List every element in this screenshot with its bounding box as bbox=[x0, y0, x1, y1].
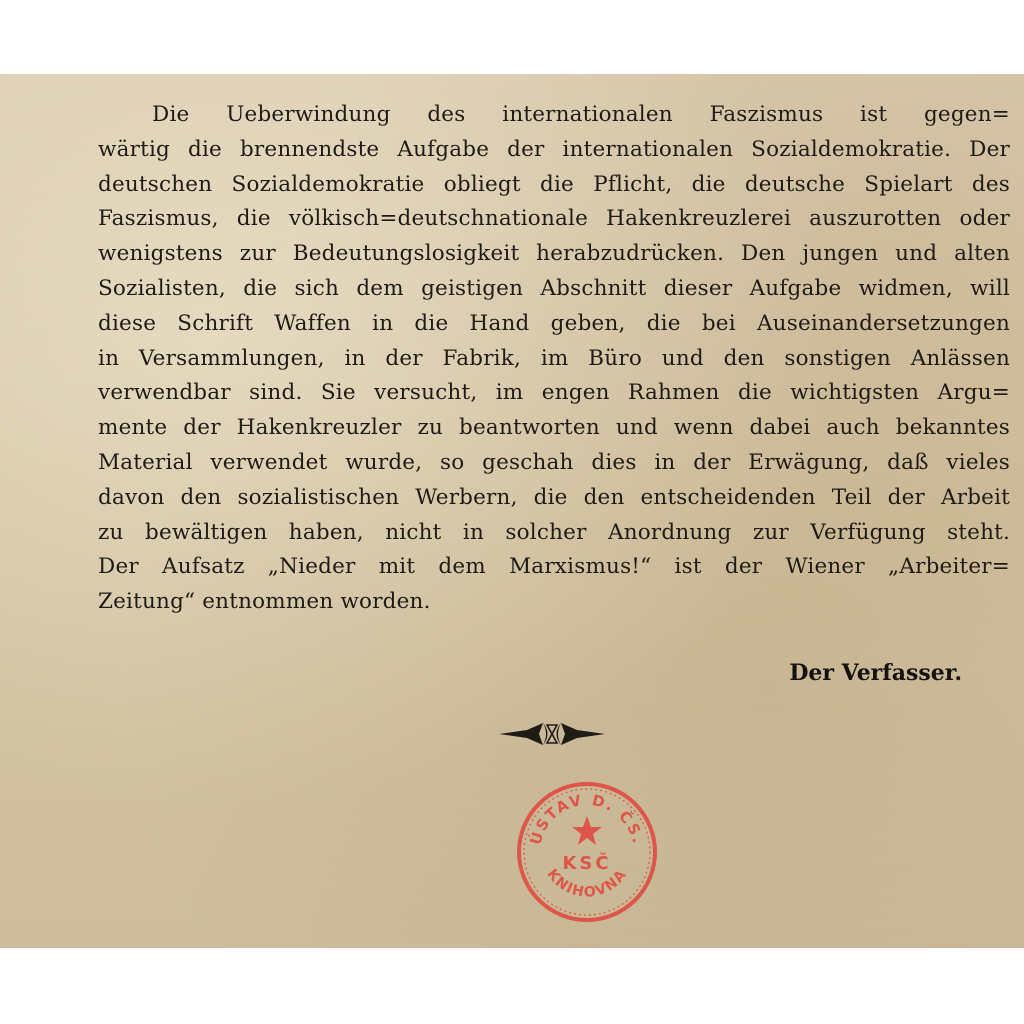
text-line: Die Ueberwindung des internationalen Faszismus ist gegen= bbox=[152, 102, 1010, 127]
text-line: zu bewältigen haben, nicht in solcher Anordnung zur Verfügung steht. bbox=[98, 519, 1010, 545]
scanned-page bbox=[0, 74, 1024, 948]
decorative-fleuron-icon bbox=[497, 719, 607, 749]
text-line: Der Aufsatz „Nieder mit dem Marxismus!“ ist der Wiener „Arbeiter= bbox=[98, 554, 1010, 580]
text-line: in Versammlungen, in der Fabrik, im Büro und den sonstigen Anlässen bbox=[98, 345, 1010, 371]
signature: Der Verfasser. bbox=[789, 660, 962, 686]
text-line: Faszismus, die völkisch=deutschnationale Hakenkreuzlerei auszurotten oder bbox=[98, 206, 1010, 232]
text-line: deutschen Sozialdemokratie obliegt die Pflicht, die deutsche Spielart des bbox=[98, 171, 1010, 197]
text-line: Sozialisten, die sich dem geistigen Abschnitt dieser Aufgabe widmen, will bbox=[98, 275, 1010, 301]
text-line: Material verwendet wurde, so geschah dies in der Erwägung, daß vieles bbox=[98, 449, 1010, 475]
library-stamp bbox=[512, 774, 662, 924]
stamp-top-text: ÚSTAV D. ČS. bbox=[526, 790, 648, 847]
stamp-center-text: KSČ bbox=[562, 853, 612, 874]
text-line: mente der Hakenkreuzler zu beantworten und wenn dabei auch bekanntes bbox=[98, 415, 1010, 441]
preface-text bbox=[98, 98, 1010, 620]
text-line: davon den sozialistischen Werbern, die den entscheidenden Teil der Arbeit bbox=[98, 484, 1010, 510]
text-line: wenigstens zur Bedeutungslosigkeit herabzudrücken. Den jungen und alten bbox=[98, 241, 1010, 267]
star-icon bbox=[572, 816, 602, 845]
text-line: verwendbar sind. Sie versucht, im engen Rahmen die wichtigsten Argu= bbox=[98, 380, 1010, 406]
text-line: Zeitung“ entnommen worden. bbox=[98, 589, 431, 615]
stamp-bottom-text: KNIHOVNA bbox=[543, 866, 631, 901]
text-line: diese Schrift Waffen in die Hand geben, die bei Auseinandersetzungen bbox=[98, 310, 1010, 336]
text-line: wärtig die brennendste Aufgabe der internationalen Sozialdemokratie. Der bbox=[98, 136, 1010, 162]
